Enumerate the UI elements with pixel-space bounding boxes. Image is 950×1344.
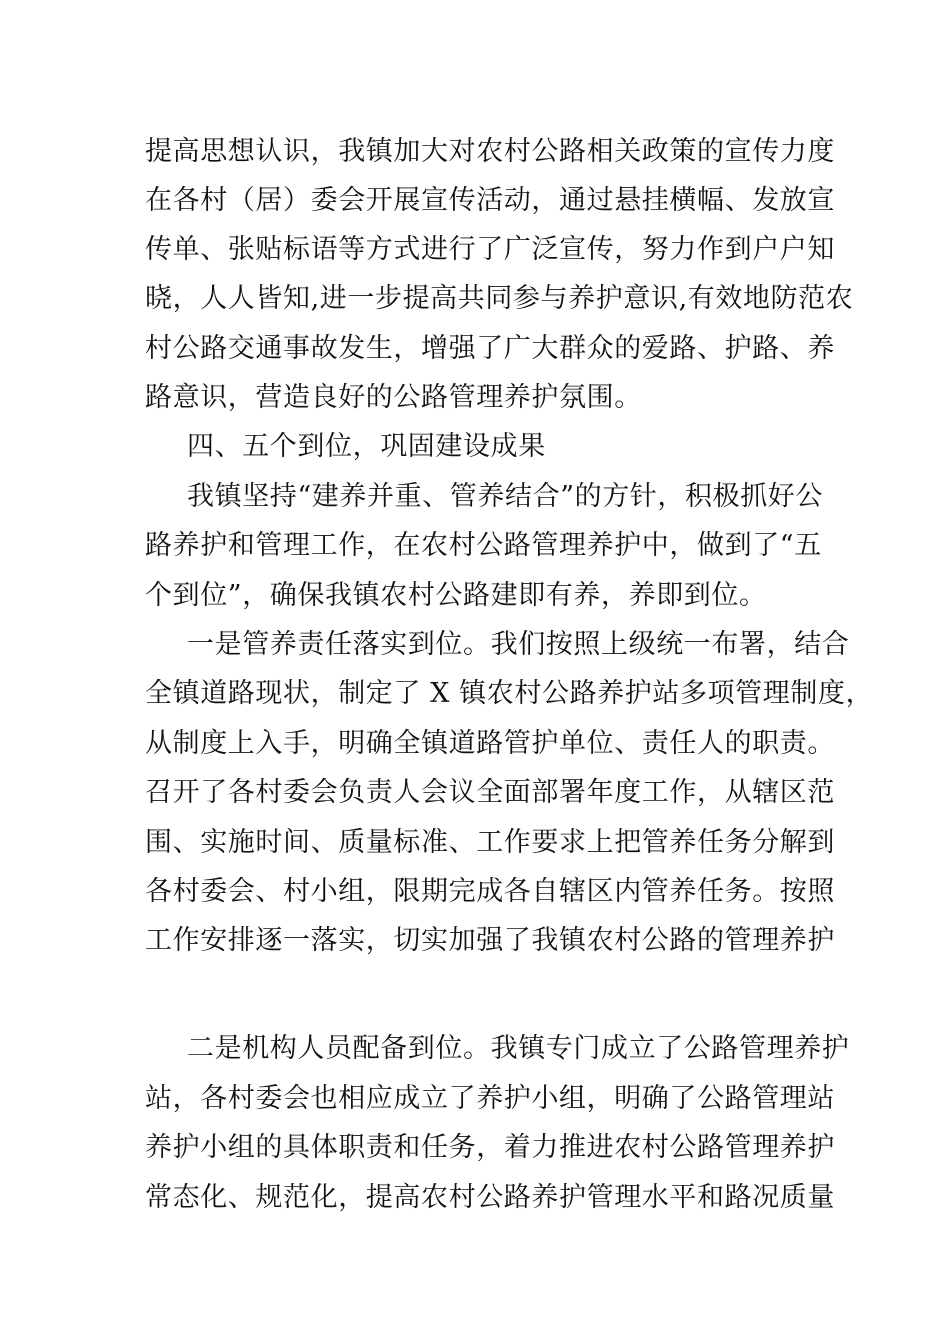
text-line: 全镇道路现状，制定了 X 镇农村公路养护站多项管理制度， [145,678,874,709]
text-line: 个到位”，确保我镇农村公路建即有养，养即到位。 [145,580,767,611]
text-line: 在各村（居）委会开展宣传活动，通过悬挂横幅、发放宣 [145,185,835,216]
text-line: 工作安排逐一落实，切实加强了我镇农村公路的管理养护 [145,925,835,956]
text-line: 村公路交通事故发生，增强了广大群众的爱路、护路、养 [145,333,835,364]
text-line: 晓，人人皆知,进一步提高共同参与养护意识,有效地防范农 [145,283,854,314]
text-line: 养护小组的具体职责和任务，着力推进农村公路管理养护 [145,1132,835,1163]
text-line: 从制度上入手，明确全镇道路管护单位、责任人的职责。 [145,728,835,759]
text-line: 提高思想认识，我镇加大对农村公路相关政策的宣传力度 [145,136,835,167]
text-line: 路意识，营造良好的公路管理养护氛围。 [145,382,642,413]
text-line: 站，各村委会也相应成立了养护小组，明确了公路管理站 [145,1083,835,1114]
section-heading: 四、五个到位，巩固建设成果 [187,431,546,462]
text-line: 我镇坚持“建养并重、管养结合”的方针，积极抓好公 [187,481,824,512]
text-line: 围、实施时间、质量标准、工作要求上把管养任务分解到 [145,827,835,858]
text-line: 一是管养责任落实到位。我们按照上级统一布署，结合 [187,629,850,660]
text-line: 各村委会、村小组，限期完成各自辖区内管养任务。按照 [145,876,835,907]
text-line: 二是机构人员配备到位。我镇专门成立了公路管理养护 [187,1033,850,1064]
text-line: 常态化、规范化，提高农村公路养护管理水平和路况质量 [145,1182,835,1213]
text-line: 召开了各村委会负责人会议全面部署年度工作，从辖区范 [145,777,835,808]
text-line: 传单、张贴标语等方式进行了广泛宣传，努力作到户户知 [145,234,835,265]
text-line: 路养护和管理工作，在农村公路管理养护中，做到了“五 [145,530,822,561]
